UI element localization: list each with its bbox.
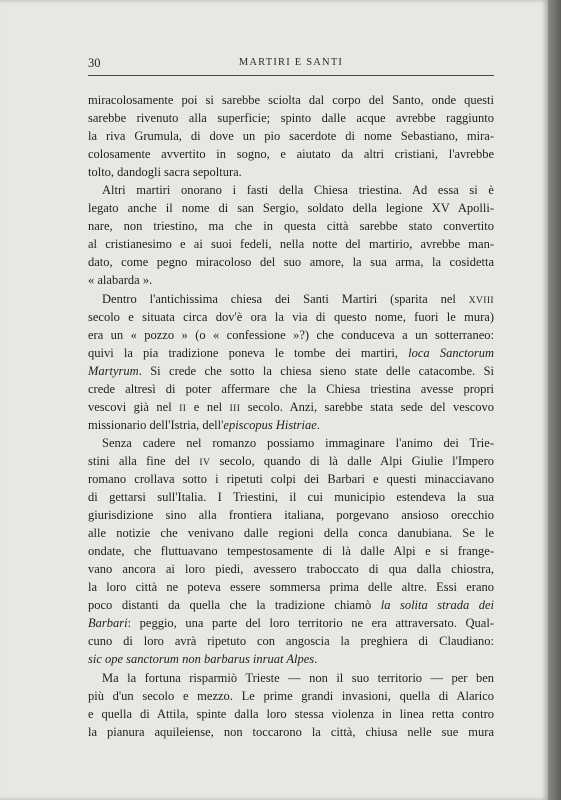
text-line [88, 416, 494, 434]
text-run: era un « pozzo » (o « confessione »?) che conduceva a un sotterraneo: [88, 327, 494, 342]
text-line [88, 687, 494, 705]
text-run: e nel [186, 399, 230, 414]
text-run: poco distanti da quella che la tradizione chiamò [88, 598, 381, 613]
text-line [88, 434, 494, 452]
text-run: tolto, dandogli sacra sepoltura. [88, 165, 242, 180]
text-line [88, 614, 494, 632]
italic-text: Martyrum [88, 363, 139, 378]
text-line [88, 308, 494, 326]
text-run: secolo e situata circa dov'è ora la via di questo nome, fuori le mura) [88, 309, 494, 324]
text-run: al cristianesimo e ai suoi fedeli, nella notte del martirio, avrebbe man- [88, 237, 494, 252]
text-line [88, 398, 494, 416]
roman-numeral: XVIII [468, 295, 494, 306]
text-line [88, 470, 494, 488]
text-line [88, 524, 494, 542]
body-text [88, 91, 494, 741]
text-run: . Si crede che sotto la chiesa sieno state delle catacombe. Si [138, 363, 494, 378]
text-line [88, 199, 494, 217]
text-line [88, 632, 494, 650]
text-run: Ma la fortuna risparmiò Trieste — non il suo territorio — per ben [102, 670, 494, 685]
page-number: 30 [88, 56, 101, 70]
text-run: romano crollava sotto i ripetuti colpi dei Barbari e questi minacciavano [88, 471, 494, 486]
text-run: Senza cadere nel romanzo possiamo immaginare l'animo dei Trie- [102, 435, 494, 450]
text-line [88, 344, 494, 362]
text-line [88, 362, 494, 380]
text-run: Altri martiri onorano i fasti della Chiesa triestina. Ad essa si è [102, 183, 494, 198]
text-run: « alabarda ». [88, 273, 153, 288]
text-line [88, 217, 494, 235]
text-run: ondate, che fluttuavano tempestosamente di là dalle Alpi e si frange- [88, 544, 494, 559]
text-line [88, 253, 494, 271]
text-line [88, 380, 494, 398]
text-run: vano ancora ai loro piedi, avessero traboccato di qua dalla chiostra, [88, 562, 494, 577]
roman-numeral: IV [199, 457, 211, 468]
text-run: secolo, quando di là dalle Alpi Giulie l'Impero [210, 453, 495, 468]
text-run: : peggio, una parte del loro territorio ne era attraversato. Qual- [127, 616, 494, 631]
text-line [88, 109, 494, 127]
text-line [88, 596, 494, 614]
italic-text: sic ope sanctorum non barbarus inruat Alpes [88, 652, 315, 667]
text-run: giurisdizione sino alla frontiera italiana, porgevano ansioso orecchio [88, 508, 494, 523]
text-run: sarebbe rivenuto alla superficie; spinto dalle acque avrebbe raggiunto [88, 111, 494, 126]
text-run: più d'un secolo e mezzo. Le prime grandi invasioni, quella di Alarico [88, 688, 494, 703]
text-run: la loro città ne poteva essere sommersa prima delle altre. Essi erano [88, 580, 494, 595]
text-run: la pianura aquileiense, non toccarono la città, chiusa nelle sue mura [88, 724, 494, 739]
text-run: secolo. Anzi, sarebbe stata sede del vescovo [240, 399, 495, 414]
text-line [88, 91, 494, 109]
text-run: crede altresì di poter affermare che la Chiesa triestina avesse propri [88, 381, 494, 396]
text-line [88, 290, 494, 308]
text-line [88, 235, 494, 253]
text-run: legato anche il nome di san Sergio, soldato della legione XV Apolli- [88, 201, 494, 216]
text-run: quivi la pia tradizione poneva le tombe dei martiri, [88, 345, 409, 360]
text-line [88, 181, 494, 199]
page-header [88, 56, 494, 74]
text-run: missionario dell'Istria, dell' [88, 417, 224, 432]
text-run: Dentro l'antichissima chiesa dei Santi Martiri (sparita nel [102, 291, 469, 306]
text-line [88, 578, 494, 596]
roman-numeral: III [229, 403, 241, 414]
text-run: colosamente avvertito in sogno, e aiutato da altri cristiani, l'avrebbe [88, 147, 494, 162]
text-run: la riva Grumula, di dove un pio sacerdote di nome Sebastiano, mira- [88, 129, 494, 144]
italic-text: loca Sanctorum [408, 345, 494, 360]
text-line [88, 705, 494, 723]
italic-text: episcopus Histriae [223, 417, 317, 432]
text-run: cuno di loro avrà ripetuto con angoscia la preghiera di Claudiano: [88, 634, 494, 649]
text-run: vescovi già nel [88, 399, 180, 414]
text-line [88, 488, 494, 506]
header-rule [88, 75, 494, 76]
text-line [88, 271, 494, 289]
text-run: dato, come pegno miracoloso del suo amore, la sua arma, la cosidetta [88, 255, 494, 270]
text-line [88, 163, 494, 181]
running-title: MARTIRI E SANTI [238, 57, 344, 68]
italic-text: la solita strada dei [380, 598, 494, 613]
roman-numeral: II [179, 403, 187, 414]
italic-text: Barbari [88, 616, 128, 631]
text-run: miracolosamente poi si sarebbe sciolta dal corpo del Santo, onde questi [88, 93, 494, 107]
text-line [88, 506, 494, 524]
text-run: . [316, 417, 320, 432]
text-line [88, 452, 494, 470]
text-run: di gettarsi sull'Italia. I Triestini, il cui municipio estendeva la sua [88, 490, 494, 505]
text-line [88, 326, 494, 344]
text-line [88, 145, 494, 163]
text-run: . [314, 652, 318, 667]
page-edge [548, 0, 561, 800]
text-run: nare, non triestino, ma che in questa città sarebbe stato convertito [88, 219, 494, 234]
text-line [88, 669, 494, 687]
text-line [88, 560, 494, 578]
text-line [88, 542, 494, 560]
text-line [88, 723, 494, 741]
text-run: alle notizie che venivano dalle regioni della conca danubiana. Se le [88, 526, 494, 541]
text-run: stini alla fine del [88, 453, 200, 468]
text-run: e quella di Attila, spinte dalla loro stessa violenza in linea retta contro [88, 706, 494, 721]
text-line [88, 650, 494, 668]
text-line [88, 127, 494, 145]
